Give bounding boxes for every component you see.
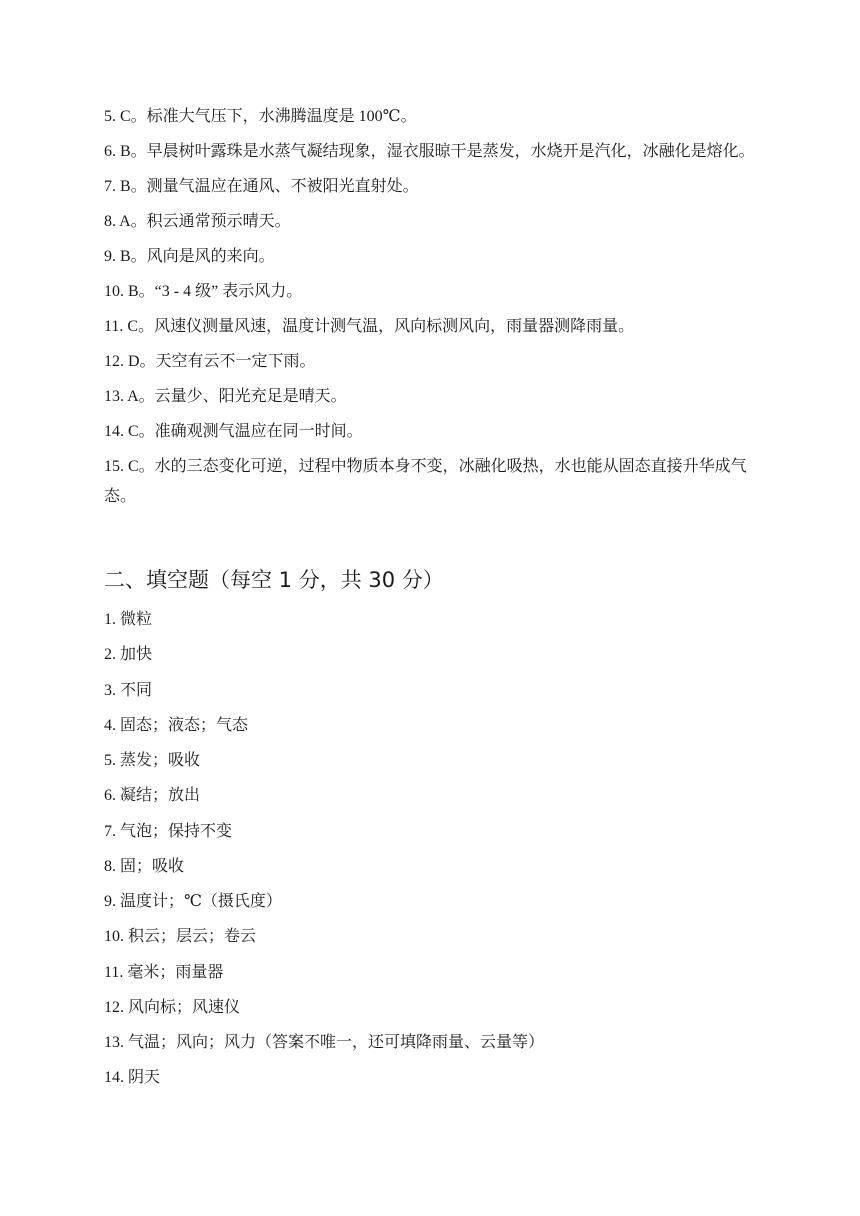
answer-item: 13. 气温；风向；风力（答案不唯一，还可填降雨量、云量等） xyxy=(104,1034,545,1051)
answer-item: 2. 加快 xyxy=(104,646,153,664)
answer-item: 11. 毫米；雨量器 xyxy=(104,963,224,981)
answer-item: 8. A。积云通常预示晴天。 xyxy=(104,213,291,230)
fill-blank-answers-list xyxy=(104,605,760,1099)
answer-item: 6. 凝结；放出 xyxy=(104,787,201,805)
answer-item: 11. C。风速仪测量风速，温度计测气温，风向标测风向，雨量器测降雨量。 xyxy=(104,318,635,335)
answer-item: 1. 微粒 xyxy=(104,611,153,628)
answer-item: 12. 风向标；风速仪 xyxy=(104,998,241,1016)
answer-item: 5. C。标准大气压下，水沸腾温度是 100℃。 xyxy=(104,108,417,125)
answer-item: 6. B。早晨树叶露珠是水蒸气凝结现象，湿衣服晾干是蒸发，水烧开是汽化，冰融化是熔化。 xyxy=(104,143,755,160)
answer-item: 7. 气泡；保持不变 xyxy=(104,822,233,840)
answer-item: 8. 固；吸收 xyxy=(104,857,185,875)
choice-answers-list xyxy=(104,102,760,517)
answer-item: 9. B。风向是风的来向。 xyxy=(104,248,275,265)
answer-item: 4. 固态；液态；气态 xyxy=(104,716,249,734)
answer-item: 9. 温度计；℃（摄氏度） xyxy=(104,893,282,910)
answer-item: 10. 积云；层云；卷云 xyxy=(104,928,257,946)
answer-item: 3. 不同 xyxy=(104,681,153,699)
answer-item: 7. B。测量气温应在通风、不被阳光直射处。 xyxy=(104,178,419,195)
answer-item: 14. 阴天 xyxy=(104,1069,161,1087)
answer-item: 5. 蒸发；吸收 xyxy=(104,752,201,769)
answer-item: 14. C。准确观测气温应在同一时间。 xyxy=(104,423,363,440)
section-heading: 二、填空题（每空 1 分，共 30 分） xyxy=(104,568,444,592)
answer-item: 12. D。天空有云不一定下雨。 xyxy=(104,353,316,370)
answer-item: 13. A。云量少、阳光充足是晴天。 xyxy=(104,388,347,405)
answer-item: 15. C。水的三态变化可逆，过程中物质本身不变，冰融化吸热，水也能从固态直接升华成气态。 xyxy=(104,458,747,505)
answer-item: 10. B。“3 - 4 级” 表示风力。 xyxy=(104,283,303,300)
